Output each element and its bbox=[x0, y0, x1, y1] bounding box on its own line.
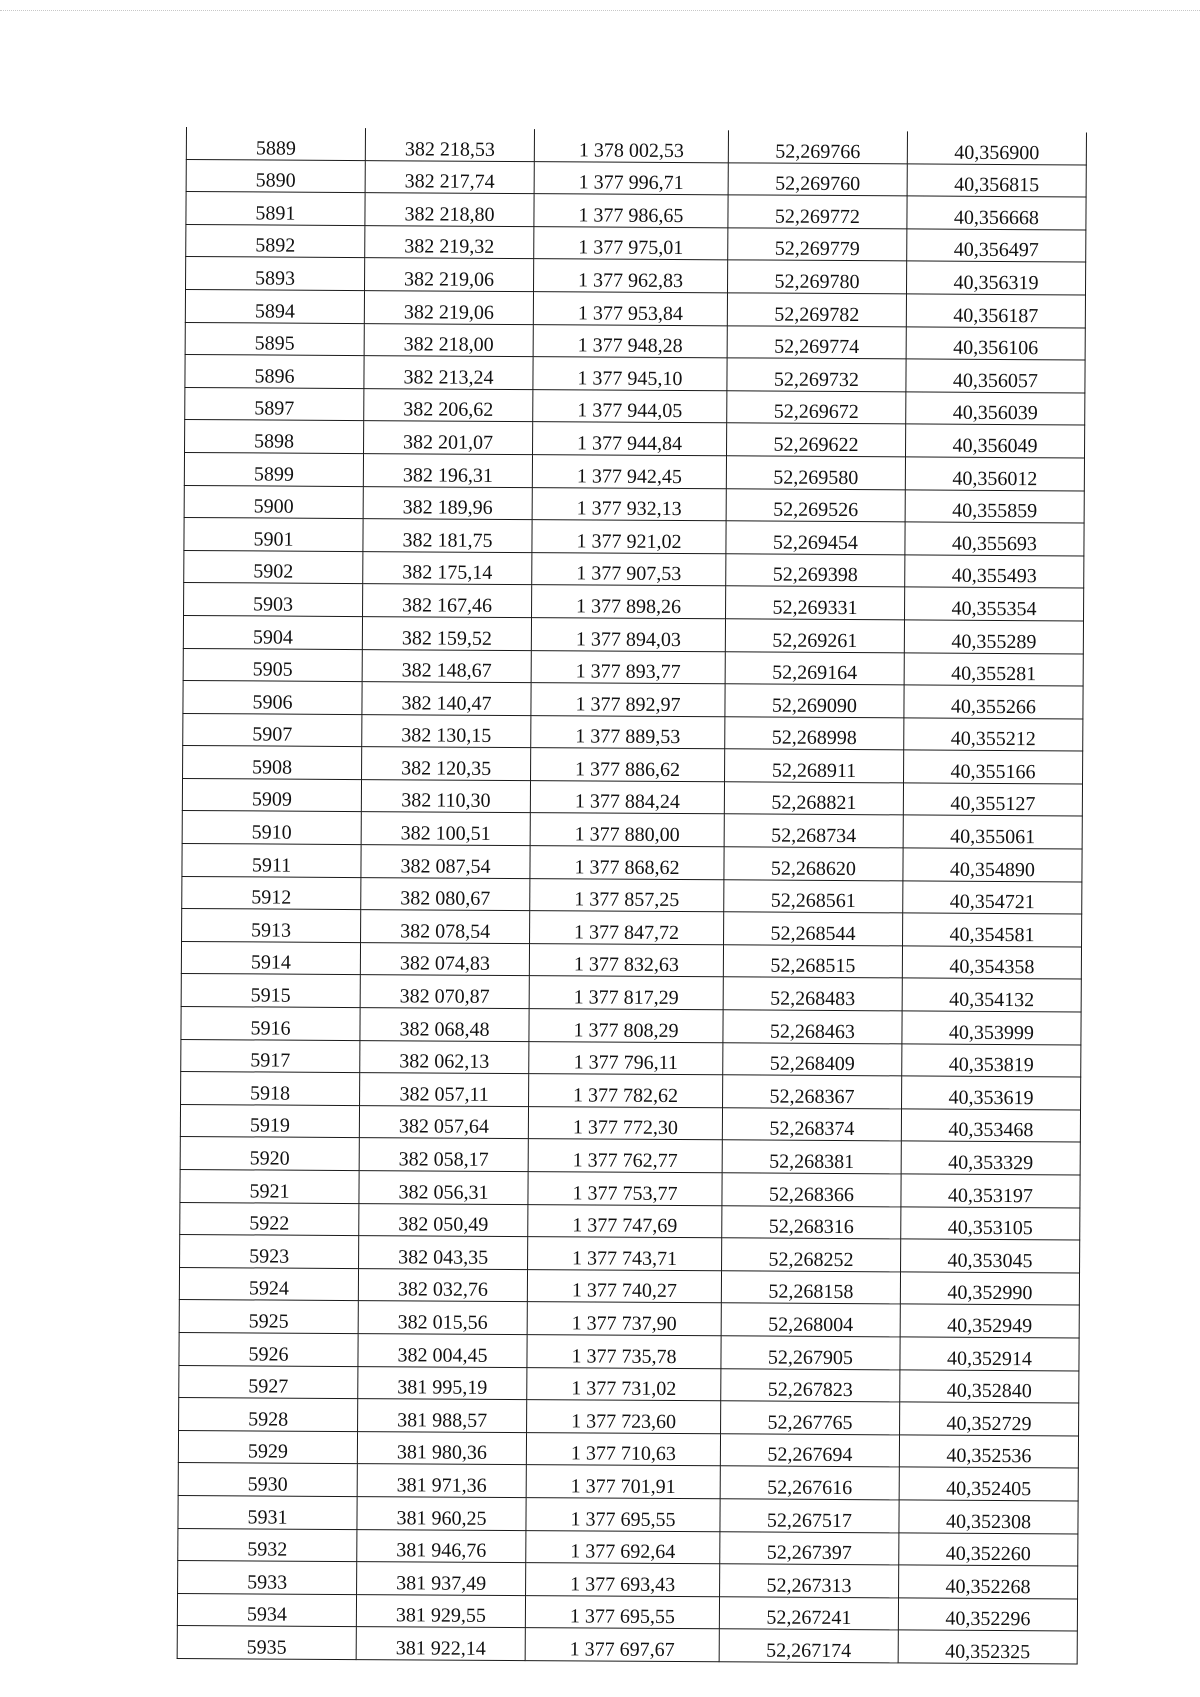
longitude-cell: 40,352260 bbox=[899, 1532, 1078, 1566]
point-number-cell: 5921 bbox=[180, 1169, 359, 1203]
point-number-cell: 5892 bbox=[186, 224, 365, 258]
latitude-cell: 52,267905 bbox=[721, 1336, 900, 1370]
longitude-cell: 40,356049 bbox=[905, 424, 1084, 458]
table-row bbox=[181, 1039, 1081, 1077]
latitude-cell: 52,269779 bbox=[728, 228, 907, 262]
y-coordinate-cell: 1 377 996,71 bbox=[534, 161, 728, 195]
y-coordinate-cell: 1 377 693,43 bbox=[526, 1563, 720, 1597]
table-row bbox=[178, 1430, 1078, 1468]
latitude-cell: 52,269580 bbox=[726, 456, 905, 490]
x-coordinate-cell: 381 971,36 bbox=[357, 1464, 526, 1498]
table-row bbox=[183, 648, 1083, 686]
latitude-cell: 52,268561 bbox=[724, 879, 903, 913]
longitude-cell: 40,355859 bbox=[905, 489, 1084, 523]
table-row bbox=[182, 876, 1082, 914]
table-row bbox=[183, 681, 1083, 719]
table-row bbox=[184, 485, 1084, 523]
table-row bbox=[182, 811, 1082, 849]
longitude-cell: 40,352914 bbox=[900, 1337, 1079, 1371]
x-coordinate-cell: 382 062,13 bbox=[360, 1040, 529, 1074]
latitude-cell: 52,267765 bbox=[720, 1401, 899, 1435]
point-number-cell: 5918 bbox=[181, 1072, 360, 1106]
y-coordinate-cell: 1 377 932,13 bbox=[532, 487, 726, 521]
point-number-cell: 5931 bbox=[178, 1495, 357, 1529]
longitude-cell: 40,354358 bbox=[902, 946, 1081, 980]
x-coordinate-cell: 381 960,25 bbox=[357, 1497, 526, 1531]
y-coordinate-cell: 1 377 847,72 bbox=[530, 911, 724, 945]
x-coordinate-cell: 381 995,19 bbox=[358, 1366, 527, 1400]
y-coordinate-cell: 1 377 747,69 bbox=[528, 1204, 722, 1238]
longitude-cell: 40,355212 bbox=[904, 718, 1083, 752]
point-number-cell: 5898 bbox=[185, 420, 364, 454]
point-number-cell: 5928 bbox=[179, 1398, 358, 1432]
x-coordinate-cell: 382 087,54 bbox=[361, 845, 530, 879]
x-coordinate-cell: 381 937,49 bbox=[357, 1562, 526, 1596]
latitude-cell: 52,268515 bbox=[723, 945, 902, 979]
point-number-cell: 5902 bbox=[184, 550, 363, 584]
x-coordinate-cell: 382 218,00 bbox=[364, 323, 533, 357]
longitude-cell: 40,355354 bbox=[904, 587, 1083, 621]
point-number-cell: 5909 bbox=[182, 778, 361, 812]
longitude-cell: 40,355166 bbox=[903, 750, 1082, 784]
point-number-cell: 5923 bbox=[180, 1235, 359, 1269]
y-coordinate-cell: 1 377 857,25 bbox=[530, 878, 724, 912]
latitude-cell: 52,269672 bbox=[727, 391, 906, 425]
latitude-cell: 52,269331 bbox=[725, 586, 904, 620]
point-number-cell: 5917 bbox=[181, 1039, 360, 1073]
table-row bbox=[179, 1267, 1079, 1305]
longitude-cell: 40,355281 bbox=[904, 652, 1083, 686]
table-row bbox=[179, 1398, 1079, 1436]
longitude-cell: 40,353819 bbox=[902, 1044, 1081, 1078]
y-coordinate-cell: 1 377 884,24 bbox=[530, 780, 724, 814]
point-number-cell: 5890 bbox=[186, 159, 365, 193]
y-coordinate-cell: 1 377 894,03 bbox=[531, 618, 725, 652]
y-coordinate-cell: 1 377 832,63 bbox=[529, 943, 723, 977]
table-row bbox=[181, 1007, 1081, 1045]
longitude-cell: 40,355289 bbox=[904, 620, 1083, 654]
table-row bbox=[178, 1463, 1078, 1501]
longitude-cell: 40,356039 bbox=[906, 392, 1085, 426]
y-coordinate-cell: 1 377 737,90 bbox=[527, 1302, 721, 1336]
longitude-cell: 40,353999 bbox=[902, 1011, 1081, 1045]
table-row bbox=[183, 615, 1083, 653]
x-coordinate-cell: 382 206,62 bbox=[364, 388, 533, 422]
point-number-cell: 5927 bbox=[179, 1365, 358, 1399]
x-coordinate-cell: 382 219,06 bbox=[365, 258, 534, 292]
point-number-cell: 5903 bbox=[184, 583, 363, 617]
table-row bbox=[185, 355, 1085, 393]
latitude-cell: 52,268620 bbox=[724, 847, 903, 881]
point-number-cell: 5908 bbox=[183, 746, 362, 780]
y-coordinate-cell: 1 377 817,29 bbox=[529, 976, 723, 1010]
y-coordinate-cell: 1 377 962,83 bbox=[534, 259, 728, 293]
y-coordinate-cell: 1 377 697,67 bbox=[525, 1628, 719, 1662]
scan-top-edge bbox=[0, 10, 1200, 11]
latitude-cell: 52,268911 bbox=[724, 749, 903, 783]
point-number-cell: 5919 bbox=[180, 1104, 359, 1138]
y-coordinate-cell: 1 377 986,65 bbox=[534, 194, 728, 228]
y-coordinate-cell: 1 377 868,62 bbox=[530, 846, 724, 880]
latitude-cell: 52,269782 bbox=[727, 293, 906, 327]
y-coordinate-cell: 1 377 880,00 bbox=[530, 813, 724, 847]
table-row bbox=[181, 974, 1081, 1012]
point-number-cell: 5899 bbox=[184, 452, 363, 486]
latitude-cell: 52,269398 bbox=[726, 554, 905, 588]
x-coordinate-cell: 382 218,80 bbox=[365, 193, 534, 227]
y-coordinate-cell: 1 377 892,97 bbox=[531, 683, 725, 717]
latitude-cell: 52,268409 bbox=[723, 1042, 902, 1076]
table-row bbox=[177, 1593, 1077, 1631]
x-coordinate-cell: 382 140,47 bbox=[362, 682, 531, 716]
latitude-cell: 52,269622 bbox=[726, 423, 905, 457]
y-coordinate-cell: 1 377 945,10 bbox=[533, 357, 727, 391]
point-number-cell: 5926 bbox=[179, 1332, 358, 1366]
latitude-cell: 52,268998 bbox=[725, 716, 904, 750]
longitude-cell: 40,355127 bbox=[903, 783, 1082, 817]
x-coordinate-cell: 382 189,96 bbox=[363, 486, 532, 520]
longitude-cell: 40,356187 bbox=[906, 294, 1085, 328]
longitude-cell: 40,352405 bbox=[899, 1467, 1078, 1501]
point-number-cell: 5901 bbox=[184, 518, 363, 552]
latitude-cell: 52,268004 bbox=[721, 1303, 900, 1337]
x-coordinate-cell: 382 070,87 bbox=[360, 975, 529, 1009]
x-coordinate-cell: 382 130,15 bbox=[362, 714, 531, 748]
point-number-cell: 5934 bbox=[177, 1593, 356, 1627]
y-coordinate-cell: 1 377 796,11 bbox=[529, 1041, 723, 1075]
x-coordinate-cell: 382 213,24 bbox=[364, 356, 533, 390]
latitude-cell: 52,269772 bbox=[728, 195, 907, 229]
longitude-cell: 40,353468 bbox=[901, 1109, 1080, 1143]
point-number-cell: 5895 bbox=[185, 322, 364, 356]
coordinates-table-body bbox=[177, 127, 1086, 1664]
point-number-cell: 5933 bbox=[178, 1561, 357, 1595]
latitude-cell: 52,267616 bbox=[720, 1466, 899, 1500]
table-row bbox=[181, 941, 1081, 979]
longitude-cell: 40,356668 bbox=[907, 196, 1086, 230]
coordinates-table bbox=[177, 127, 1087, 1664]
table-row bbox=[183, 746, 1083, 784]
longitude-cell: 40,353329 bbox=[901, 1141, 1080, 1175]
y-coordinate-cell: 1 377 723,60 bbox=[527, 1400, 721, 1434]
point-number-cell: 5929 bbox=[178, 1430, 357, 1464]
latitude-cell: 52,269090 bbox=[725, 684, 904, 718]
y-coordinate-cell: 1 377 731,02 bbox=[527, 1367, 721, 1401]
latitude-cell: 52,269774 bbox=[727, 325, 906, 359]
x-coordinate-cell: 382 032,76 bbox=[358, 1268, 527, 1302]
table-row bbox=[186, 257, 1086, 295]
x-coordinate-cell: 381 929,55 bbox=[356, 1594, 525, 1628]
table-row bbox=[184, 452, 1084, 490]
x-coordinate-cell: 382 218,53 bbox=[365, 128, 534, 161]
point-number-cell: 5897 bbox=[185, 387, 364, 421]
longitude-cell: 40,353045 bbox=[900, 1239, 1079, 1273]
table-row bbox=[186, 224, 1086, 262]
latitude-cell: 52,269760 bbox=[728, 162, 907, 196]
point-number-cell: 5922 bbox=[180, 1202, 359, 1236]
table-row bbox=[182, 844, 1082, 882]
latitude-cell: 52,268366 bbox=[722, 1173, 901, 1207]
x-coordinate-cell: 382 110,30 bbox=[361, 779, 530, 813]
x-coordinate-cell: 382 080,67 bbox=[361, 877, 530, 911]
table-row bbox=[179, 1332, 1079, 1370]
x-coordinate-cell: 382 057,64 bbox=[359, 1105, 528, 1139]
longitude-cell: 40,352296 bbox=[898, 1598, 1077, 1632]
point-number-cell: 5920 bbox=[180, 1137, 359, 1171]
latitude-cell: 52,268252 bbox=[721, 1238, 900, 1272]
longitude-cell: 40,352268 bbox=[898, 1565, 1077, 1599]
y-coordinate-cell: 1 377 893,77 bbox=[531, 650, 725, 684]
table-row bbox=[183, 713, 1083, 751]
y-coordinate-cell: 1 377 921,02 bbox=[532, 520, 726, 554]
x-coordinate-cell: 381 988,57 bbox=[358, 1399, 527, 1433]
point-number-cell: 5910 bbox=[182, 811, 361, 845]
table-row bbox=[186, 192, 1086, 230]
latitude-cell: 52,269164 bbox=[725, 651, 904, 685]
x-coordinate-cell: 382 219,32 bbox=[365, 225, 534, 259]
point-number-cell: 5894 bbox=[185, 289, 364, 323]
x-coordinate-cell: 382 217,74 bbox=[365, 160, 534, 194]
table-row bbox=[182, 778, 1082, 816]
point-number-cell: 5932 bbox=[178, 1528, 357, 1562]
table-row bbox=[184, 550, 1084, 588]
table-row bbox=[178, 1495, 1078, 1533]
y-coordinate-cell: 1 377 782,62 bbox=[529, 1074, 723, 1108]
y-coordinate-cell: 1 377 907,53 bbox=[532, 552, 726, 586]
table-row bbox=[180, 1137, 1080, 1175]
longitude-cell: 40,353105 bbox=[901, 1206, 1080, 1240]
table-row bbox=[185, 387, 1085, 425]
longitude-cell: 40,352990 bbox=[900, 1272, 1079, 1306]
x-coordinate-cell: 382 057,11 bbox=[360, 1073, 529, 1107]
latitude-cell: 52,268158 bbox=[721, 1271, 900, 1305]
longitude-cell: 40,356497 bbox=[907, 229, 1086, 263]
x-coordinate-cell: 381 946,76 bbox=[357, 1529, 526, 1563]
y-coordinate-cell: 1 377 808,29 bbox=[529, 1009, 723, 1043]
y-coordinate-cell: 1 377 762,77 bbox=[528, 1139, 722, 1173]
table-row bbox=[184, 518, 1084, 556]
latitude-cell: 52,267313 bbox=[720, 1564, 899, 1598]
y-coordinate-cell: 1 377 695,55 bbox=[525, 1595, 719, 1629]
x-coordinate-cell: 382 078,54 bbox=[361, 910, 530, 944]
table-row bbox=[186, 159, 1086, 197]
y-coordinate-cell: 1 377 944,84 bbox=[533, 422, 727, 456]
x-coordinate-cell: 382 148,67 bbox=[362, 649, 531, 683]
x-coordinate-cell: 381 922,14 bbox=[356, 1627, 525, 1661]
point-number-cell: 5914 bbox=[181, 941, 360, 975]
table-row bbox=[180, 1235, 1080, 1273]
longitude-cell: 40,352949 bbox=[900, 1304, 1079, 1338]
table-row bbox=[177, 1626, 1077, 1664]
latitude-cell: 52,267694 bbox=[720, 1434, 899, 1468]
y-coordinate-cell: 1 377 740,27 bbox=[527, 1269, 721, 1303]
y-coordinate-cell: 1 377 889,53 bbox=[531, 715, 725, 749]
longitude-cell: 40,356319 bbox=[906, 261, 1085, 295]
x-coordinate-cell: 382 050,49 bbox=[359, 1203, 528, 1237]
longitude-cell: 40,354721 bbox=[903, 881, 1082, 915]
x-coordinate-cell: 382 219,06 bbox=[364, 291, 533, 325]
latitude-cell: 52,268544 bbox=[723, 912, 902, 946]
x-coordinate-cell: 382 196,31 bbox=[363, 454, 532, 488]
x-coordinate-cell: 382 100,51 bbox=[361, 812, 530, 846]
point-number-cell: 5907 bbox=[183, 713, 362, 747]
x-coordinate-cell: 381 980,36 bbox=[357, 1431, 526, 1465]
longitude-cell: 40,356106 bbox=[906, 326, 1085, 360]
y-coordinate-cell: 1 377 975,01 bbox=[534, 226, 728, 260]
table-row bbox=[179, 1365, 1079, 1403]
longitude-cell: 40,355266 bbox=[904, 685, 1083, 719]
longitude-cell: 40,352325 bbox=[898, 1630, 1077, 1664]
point-number-cell: 5913 bbox=[182, 909, 361, 943]
table-row bbox=[185, 289, 1085, 327]
latitude-cell: 52,267397 bbox=[720, 1531, 899, 1565]
x-coordinate-cell: 382 074,83 bbox=[360, 942, 529, 976]
longitude-cell: 40,355493 bbox=[905, 555, 1084, 589]
x-coordinate-cell: 382 167,46 bbox=[363, 584, 532, 618]
y-coordinate-cell: 1 377 710,63 bbox=[526, 1432, 720, 1466]
latitude-cell: 52,269780 bbox=[727, 260, 906, 294]
longitude-cell: 40,352536 bbox=[899, 1435, 1078, 1469]
longitude-cell: 40,355693 bbox=[905, 522, 1084, 556]
point-number-cell: 5935 bbox=[177, 1626, 356, 1660]
y-coordinate-cell: 1 377 898,26 bbox=[532, 585, 726, 619]
latitude-cell: 52,268463 bbox=[723, 1010, 902, 1044]
latitude-cell: 52,268367 bbox=[722, 1075, 901, 1109]
table-row bbox=[184, 583, 1084, 621]
point-number-cell: 5905 bbox=[183, 648, 362, 682]
x-coordinate-cell: 382 201,07 bbox=[364, 421, 533, 455]
longitude-cell: 40,352308 bbox=[899, 1500, 1078, 1534]
y-coordinate-cell: 1 377 886,62 bbox=[531, 748, 725, 782]
table-row bbox=[181, 1072, 1081, 1110]
point-number-cell: 5904 bbox=[183, 615, 362, 649]
latitude-cell: 52,268821 bbox=[724, 782, 903, 816]
x-coordinate-cell: 382 004,45 bbox=[358, 1334, 527, 1368]
y-coordinate-cell: 1 377 695,55 bbox=[526, 1498, 720, 1532]
latitude-cell: 52,268374 bbox=[722, 1108, 901, 1142]
longitude-cell: 40,352729 bbox=[899, 1402, 1078, 1436]
latitude-cell: 52,267823 bbox=[721, 1368, 900, 1402]
table-row bbox=[180, 1202, 1080, 1240]
y-coordinate-cell: 1 377 772,30 bbox=[528, 1106, 722, 1140]
table-row bbox=[180, 1169, 1080, 1207]
y-coordinate-cell: 1 377 948,28 bbox=[533, 324, 727, 358]
longitude-cell: 40,352840 bbox=[900, 1369, 1079, 1403]
x-coordinate-cell: 382 015,56 bbox=[358, 1301, 527, 1335]
y-coordinate-cell: 1 377 942,45 bbox=[532, 455, 726, 489]
point-number-cell: 5906 bbox=[183, 681, 362, 715]
latitude-cell: 52,267517 bbox=[720, 1499, 899, 1533]
latitude-cell: 52,269766 bbox=[728, 130, 907, 163]
latitude-cell: 52,269732 bbox=[727, 358, 906, 392]
table-row bbox=[185, 420, 1085, 458]
y-coordinate-cell: 1 377 944,05 bbox=[533, 389, 727, 423]
longitude-cell: 40,354132 bbox=[902, 978, 1081, 1012]
point-number-cell: 5915 bbox=[181, 974, 360, 1008]
latitude-cell: 52,267241 bbox=[719, 1597, 898, 1631]
y-coordinate-cell: 1 378 002,53 bbox=[534, 129, 728, 162]
point-number-cell: 5911 bbox=[182, 844, 361, 878]
x-coordinate-cell: 382 175,14 bbox=[363, 551, 532, 585]
longitude-cell: 40,356012 bbox=[905, 457, 1084, 491]
point-number-cell: 5900 bbox=[184, 485, 363, 519]
table-row bbox=[178, 1528, 1078, 1566]
point-number-cell: 5896 bbox=[185, 355, 364, 389]
x-coordinate-cell: 382 043,35 bbox=[359, 1236, 528, 1270]
longitude-cell: 40,353619 bbox=[901, 1076, 1080, 1110]
y-coordinate-cell: 1 377 701,91 bbox=[526, 1465, 720, 1499]
y-coordinate-cell: 1 377 953,84 bbox=[533, 292, 727, 326]
longitude-cell: 40,356057 bbox=[906, 359, 1085, 393]
y-coordinate-cell: 1 377 743,71 bbox=[528, 1237, 722, 1271]
latitude-cell: 52,268316 bbox=[722, 1205, 901, 1239]
x-coordinate-cell: 382 181,75 bbox=[363, 519, 532, 553]
point-number-cell: 5925 bbox=[179, 1300, 358, 1334]
latitude-cell: 52,267174 bbox=[719, 1629, 898, 1663]
longitude-cell: 40,355061 bbox=[903, 815, 1082, 849]
y-coordinate-cell: 1 377 735,78 bbox=[527, 1335, 721, 1369]
y-coordinate-cell: 1 377 692,64 bbox=[526, 1530, 720, 1564]
y-coordinate-cell: 1 377 753,77 bbox=[528, 1172, 722, 1206]
x-coordinate-cell: 382 056,31 bbox=[359, 1171, 528, 1205]
latitude-cell: 52,269526 bbox=[726, 488, 905, 522]
table-row bbox=[182, 909, 1082, 947]
point-number-cell: 5891 bbox=[186, 192, 365, 226]
x-coordinate-cell: 382 159,52 bbox=[362, 616, 531, 650]
longitude-cell: 40,353197 bbox=[901, 1174, 1080, 1208]
table-row bbox=[185, 322, 1085, 360]
point-number-cell: 5916 bbox=[181, 1007, 360, 1041]
point-number-cell: 5893 bbox=[186, 257, 365, 291]
longitude-cell: 40,354890 bbox=[903, 848, 1082, 882]
x-coordinate-cell: 382 120,35 bbox=[362, 747, 531, 781]
point-number-cell: 5889 bbox=[186, 127, 365, 160]
latitude-cell: 52,268483 bbox=[723, 977, 902, 1011]
point-number-cell: 5924 bbox=[179, 1267, 358, 1301]
latitude-cell: 52,269261 bbox=[725, 619, 904, 653]
longitude-cell: 40,356815 bbox=[907, 164, 1086, 198]
longitude-cell: 40,356900 bbox=[907, 131, 1086, 164]
point-number-cell: 5930 bbox=[178, 1463, 357, 1497]
latitude-cell: 52,269454 bbox=[726, 521, 905, 555]
table-row bbox=[179, 1300, 1079, 1338]
table-row bbox=[180, 1104, 1080, 1142]
longitude-cell: 40,354581 bbox=[902, 913, 1081, 947]
latitude-cell: 52,268734 bbox=[724, 814, 903, 848]
x-coordinate-cell: 382 068,48 bbox=[360, 1008, 529, 1042]
table-row bbox=[178, 1561, 1078, 1599]
latitude-cell: 52,268381 bbox=[722, 1140, 901, 1174]
x-coordinate-cell: 382 058,17 bbox=[359, 1138, 528, 1172]
point-number-cell: 5912 bbox=[182, 876, 361, 910]
